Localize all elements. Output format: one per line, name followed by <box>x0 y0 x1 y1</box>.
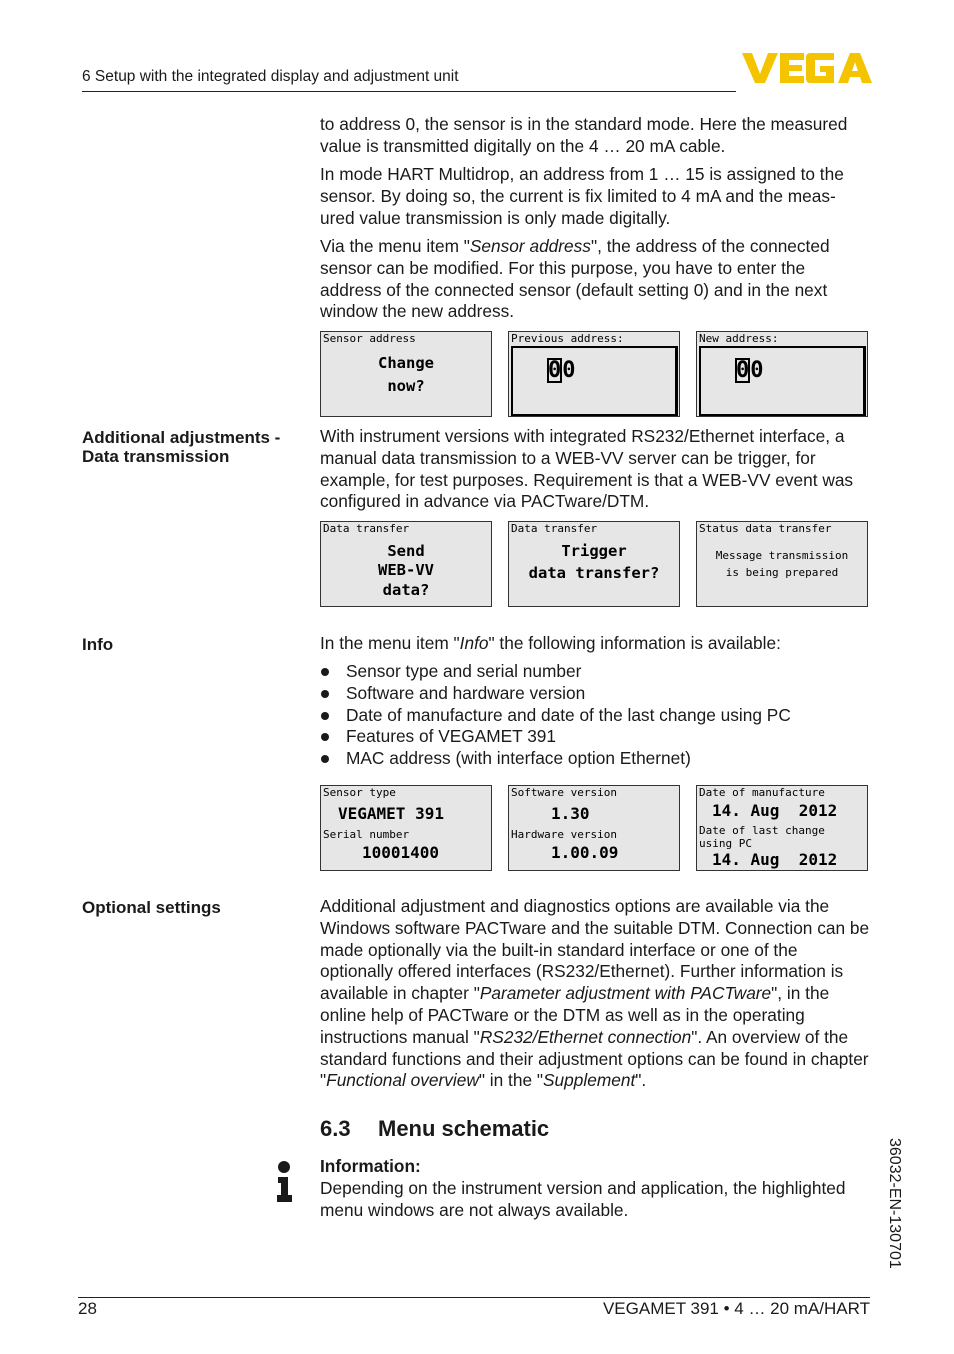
display-status-transfer <box>696 521 868 607</box>
data-transmission-text: With instrument versions with integrated RS232/Ethernet interface, a manual data transmission to a WEB-VV server can be trigger, for example, for test purposes. Requirement is that a WEB-VV event was configured in advance via PACTware/DTM. <box>320 426 854 512</box>
display-sensor-type <box>320 785 492 871</box>
screen-line: is being prepared <box>725 566 839 579</box>
section-title: Menu schematic <box>378 1116 550 1141</box>
page-number: 28 <box>78 1299 97 1318</box>
info-label: Info <box>82 635 114 654</box>
intro-paragraph-1: to address 0, the sensor is in the standard mode. Here the measured value is transmitted digitally on the 4 … 20 mA cable. <box>320 114 848 156</box>
display-previous-address <box>508 331 680 417</box>
section-heading <box>320 1116 549 1142</box>
address-input-frame <box>511 346 678 417</box>
screen-title: Data transfer <box>323 522 410 535</box>
screen-line: data? <box>382 581 430 599</box>
screen-label: Hardware version <box>511 828 617 841</box>
header-chapter: 6 Setup with the integrated display and adjustment unit <box>82 68 459 85</box>
display-send-webvv <box>320 521 492 607</box>
intro-paragraph-3: Via the menu item "Sensor address", the address of the connected sensor can be modified. For this purpose, you have to enter the address of the connected sensor (default setting 0) and in the next window the new address. <box>320 236 830 322</box>
optional-settings-label: Optional settings <box>82 898 221 917</box>
screen-label: Sensor type <box>323 786 396 799</box>
screen-value: 1.30 <box>551 804 590 823</box>
document-code: 36032-EN-130701 <box>886 1138 903 1269</box>
screen-line: Change <box>378 354 434 372</box>
transfer-screens <box>320 521 868 607</box>
screen-value: 14. Aug 2012 <box>712 850 838 869</box>
screen-title: Status data transfer <box>699 522 832 535</box>
screen-title: Sensor address <box>323 332 416 345</box>
optional-settings-text: Additional adjustment and diagnostics options are available via the Windows software PACTware and the suitable DTM. Connection can be made optionally via the built-in standard interface or one of the optionally offered interfaces (RS232/Ethernet). Further information is available in chapter "Parameter adjustment with PACTware", in the online help of PACTware or the DTM as well as in the operating instructions manual "RS232/Ethernet connection". An overview of the standard functions and their adjustment options can be found in chapter "Functional overview" in the "Supplement". <box>320 896 870 1091</box>
list-item: Software and hardware version <box>320 683 870 705</box>
header-rule <box>82 91 736 92</box>
info-intro: In the menu item "Info" the following information is available: <box>320 633 781 653</box>
address-value: 00 <box>736 358 764 383</box>
intro-paragraph-2: In mode HART Multidrop, an address from 1 … 15 is assigned to the sensor. By doing so, the current is fix limited to 4 mA and the meas-ured value transmission is only made digitally. <box>320 164 844 228</box>
address-value: 00 <box>548 358 576 383</box>
screen-label: Date of last change <box>699 824 825 837</box>
screen-title: Previous address: <box>511 332 624 345</box>
information-text: Depending on the instrument version and application, the highlighted menu windows are not always available. <box>320 1178 846 1220</box>
list-item: MAC address (with interface option Ethernet) <box>320 748 870 770</box>
list-item: Sensor type and serial number <box>320 661 870 683</box>
display-sensor-address <box>320 331 492 417</box>
address-screens <box>320 331 868 417</box>
display-trigger-transfer <box>508 521 680 607</box>
screen-line: data transfer? <box>528 564 660 582</box>
footer-title: VEGAMET 391 • 4 … 20 mA/HART <box>602 1299 870 1318</box>
screen-label: Date of manufacture <box>699 786 825 799</box>
screen-label: using PC <box>699 837 752 850</box>
information-heading: Information: <box>320 1156 421 1176</box>
list-item: Features of VEGAMET 391 <box>320 726 870 748</box>
display-date-manufacture <box>696 785 868 871</box>
screen-line: Send <box>387 542 425 560</box>
display-new-address <box>696 331 868 417</box>
screen-label: Software version <box>511 786 617 799</box>
info-list <box>320 661 870 770</box>
screen-value: VEGAMET 391 <box>338 804 444 823</box>
list-item: Date of manufacture and date of the last change using PC <box>320 705 870 727</box>
screen-line: WEB-VV <box>378 561 434 579</box>
section-number: 6.3 <box>320 1116 351 1141</box>
screen-label: Serial number <box>323 828 410 841</box>
info-icon <box>276 1161 294 1203</box>
screen-value: 14. Aug 2012 <box>712 801 838 820</box>
screen-line: Message transmission <box>715 549 849 562</box>
screen-line: Trigger <box>561 542 627 560</box>
vega-logo <box>742 50 872 86</box>
screen-value: 1.00.09 <box>551 843 619 862</box>
screen-title: New address: <box>699 332 779 345</box>
data-transmission-label: Additional adjustments - Data transmission <box>82 428 281 466</box>
screen-title: Data transfer <box>511 522 598 535</box>
svg-text:VEGA: VEGA <box>742 50 745 51</box>
display-software-version <box>508 785 680 871</box>
info-screens <box>320 785 868 871</box>
address-input-frame <box>699 346 866 417</box>
screen-line: now? <box>387 377 425 395</box>
footer-rule <box>78 1297 870 1298</box>
screen-value: 10001400 <box>362 843 440 862</box>
